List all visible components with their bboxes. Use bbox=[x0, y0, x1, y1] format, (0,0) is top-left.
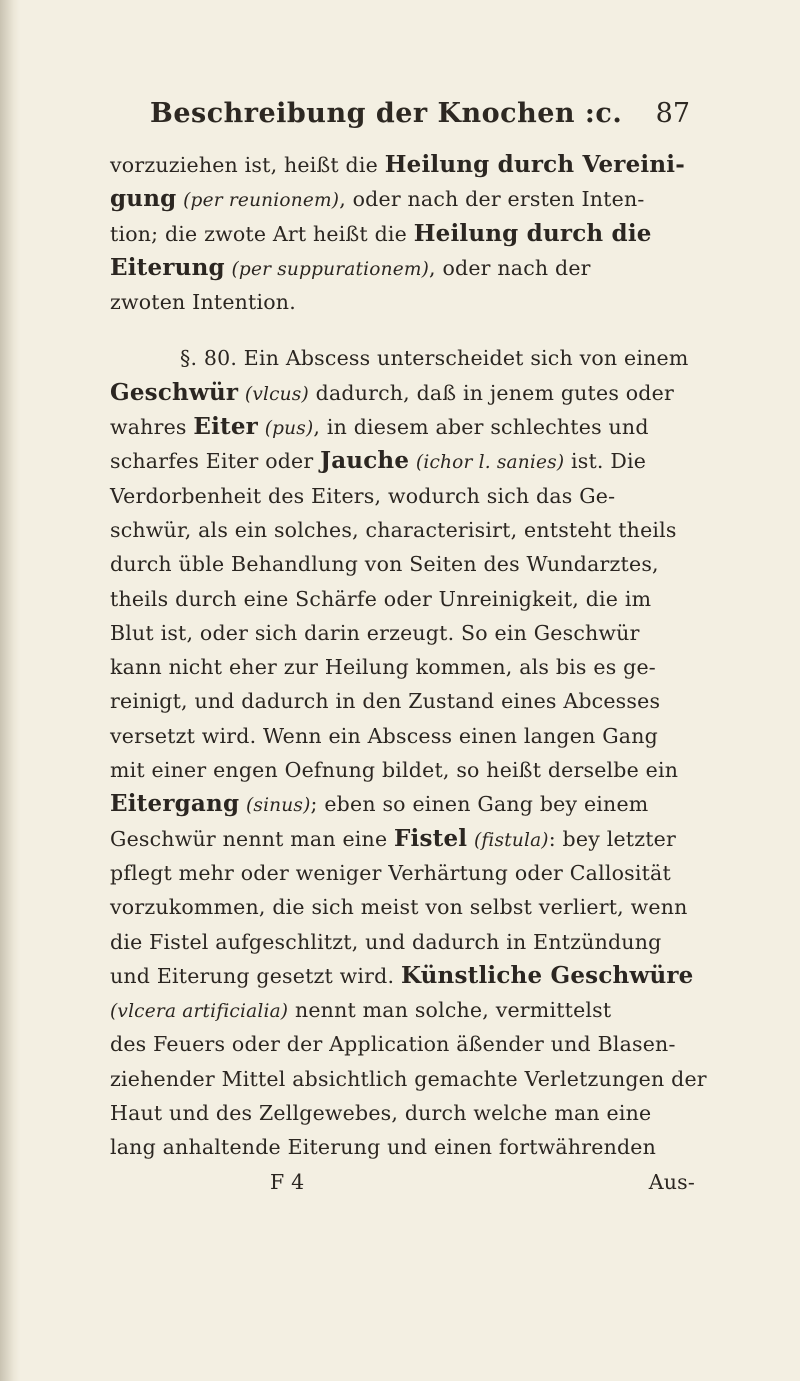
text-line bbox=[110, 285, 695, 319]
text-run: des Feuers oder der Application äßender und Blasen- bbox=[110, 1032, 676, 1057]
text-run bbox=[225, 256, 232, 280]
text-run: , oder nach der ersten Inten- bbox=[339, 187, 645, 212]
emphasized-term: Künstliche Geschwüre bbox=[400, 961, 694, 989]
emphasized-term: Fistel bbox=[394, 824, 468, 852]
text-run: pflegt mehr oder weniger Verhärtung oder Callosität bbox=[110, 860, 671, 885]
text-run: scharfes Eiter oder bbox=[110, 449, 321, 474]
text-line bbox=[110, 513, 695, 547]
text-line bbox=[110, 993, 695, 1027]
emphasized-term: Heilung durch Vereini- bbox=[384, 151, 685, 178]
text-run: Haut und des Zellgewebes, durch welche man eine bbox=[110, 1101, 652, 1126]
text-run: ; eben so einen Gang bey einem bbox=[310, 792, 649, 817]
text-run: theils durch eine Schärfe oder Unreinigkeit, die im bbox=[110, 586, 652, 611]
text-run: , oder nach der bbox=[429, 255, 591, 280]
text-run: Verdorbenheit des Eiters, wodurch sich das Ge- bbox=[110, 483, 616, 508]
latin-term: (vlcus) bbox=[244, 383, 309, 405]
latin-term: (per suppurationem) bbox=[231, 258, 430, 280]
text-run bbox=[409, 449, 416, 473]
text-run: versetzt wird. Wenn ein Abscess einen langen Gang bbox=[110, 723, 658, 748]
text-run: nennt man solche, vermittelst bbox=[288, 998, 612, 1023]
body-text bbox=[110, 148, 707, 1199]
text-line bbox=[110, 1130, 695, 1164]
latin-term: (pus) bbox=[264, 418, 314, 440]
text-run: , in diesem aber schlechtes und bbox=[313, 415, 649, 440]
text-run: dadurch, daß in jenem gutes oder bbox=[308, 380, 674, 405]
text-run: kann nicht eher zur Heilung kommen, als bis es ge- bbox=[110, 655, 656, 680]
emphasized-term: Heilung durch die bbox=[413, 219, 652, 247]
page-edge-shadow bbox=[0, 0, 20, 1381]
text-line bbox=[110, 217, 695, 251]
text-run: tion; die zwote Art heißt die bbox=[110, 221, 414, 246]
text-line bbox=[110, 822, 695, 856]
signature-mark: F 4 bbox=[270, 1169, 305, 1194]
text-run: wahres bbox=[110, 415, 194, 440]
text-line bbox=[110, 1062, 707, 1096]
page-footer bbox=[110, 1165, 695, 1199]
text-line bbox=[110, 582, 695, 616]
text-line bbox=[110, 925, 695, 959]
text-run: und Eiterung gesetzt wird. bbox=[110, 963, 401, 988]
text-run: ist. Die bbox=[564, 449, 647, 474]
text-run: ziehender Mittel absichtlich gemachte Verletzungen der bbox=[110, 1066, 707, 1091]
text-line bbox=[110, 410, 695, 444]
text-run: schwür, als ein solches, characterisirt, entsteht theils bbox=[110, 517, 677, 542]
text-line bbox=[110, 650, 695, 684]
latin-term: (vlcera artificialia) bbox=[110, 1001, 289, 1023]
emphasized-term: gung bbox=[110, 185, 177, 213]
paragraph-gap bbox=[110, 319, 695, 341]
text-run: durch üble Behandlung von Seiten des Wundarztes, bbox=[110, 552, 659, 577]
text-line bbox=[110, 1096, 695, 1130]
text-line bbox=[110, 753, 695, 787]
latin-term: (per reunionem) bbox=[183, 190, 340, 212]
emphasized-term: Jauche bbox=[320, 447, 410, 475]
text-run: : bey letzter bbox=[548, 826, 677, 851]
text-line bbox=[110, 959, 695, 993]
text-line bbox=[110, 251, 695, 285]
text-line bbox=[110, 341, 695, 375]
catchword: Aus- bbox=[648, 1169, 695, 1194]
page-header bbox=[150, 98, 690, 138]
text-lines bbox=[110, 148, 707, 1165]
text-line bbox=[110, 616, 695, 650]
text-run bbox=[258, 415, 265, 439]
text-line bbox=[110, 684, 695, 718]
text-line bbox=[110, 856, 695, 890]
emphasized-term: Geschwür bbox=[110, 378, 239, 406]
running-head: Beschreibung der Knochen :c. bbox=[150, 98, 623, 129]
text-line bbox=[110, 376, 695, 410]
text-line bbox=[110, 890, 695, 924]
text-line bbox=[110, 547, 695, 581]
text-run: §. 80. Ein Abscess unterscheidet sich von einem bbox=[180, 346, 689, 371]
text-line bbox=[110, 719, 695, 753]
emphasized-term: Eiter bbox=[193, 413, 258, 441]
emphasized-term: Eitergang bbox=[110, 790, 240, 818]
text-run: Blut ist, oder sich darin erzeugt. So ein Geschwür bbox=[110, 620, 640, 645]
text-run: lang anhaltende Eiterung und einen fortwährenden bbox=[110, 1135, 657, 1160]
text-run: vorzukommen, die sich meist von selbst verliert, wenn bbox=[110, 895, 688, 920]
page-number: 87 bbox=[655, 98, 690, 129]
text-line bbox=[110, 787, 695, 821]
text-run: reinigt, und dadurch in den Zustand eines Abcesses bbox=[110, 689, 661, 714]
text-run bbox=[467, 827, 474, 851]
text-run: mit einer engen Oefnung bildet, so heißt derselbe ein bbox=[110, 758, 679, 783]
text-run: vorzuziehen ist, heißt die bbox=[110, 153, 385, 177]
text-line bbox=[110, 182, 695, 216]
text-run bbox=[238, 381, 245, 405]
text-line bbox=[110, 479, 695, 513]
text-line bbox=[110, 444, 695, 478]
text-run: zwoten Intention. bbox=[110, 290, 296, 315]
text-line bbox=[110, 148, 695, 182]
text-run bbox=[239, 792, 246, 816]
latin-term: (fistula) bbox=[473, 829, 549, 851]
text-line bbox=[110, 1027, 695, 1061]
text-run: Geschwür nennt man eine bbox=[110, 826, 394, 851]
latin-term: (ichor l. sanies) bbox=[415, 452, 565, 474]
text-run: die Fistel aufgeschlitzt, und dadurch in Entzündung bbox=[110, 929, 662, 954]
latin-term: (sinus) bbox=[245, 795, 311, 817]
emphasized-term: Eiterung bbox=[110, 253, 225, 281]
